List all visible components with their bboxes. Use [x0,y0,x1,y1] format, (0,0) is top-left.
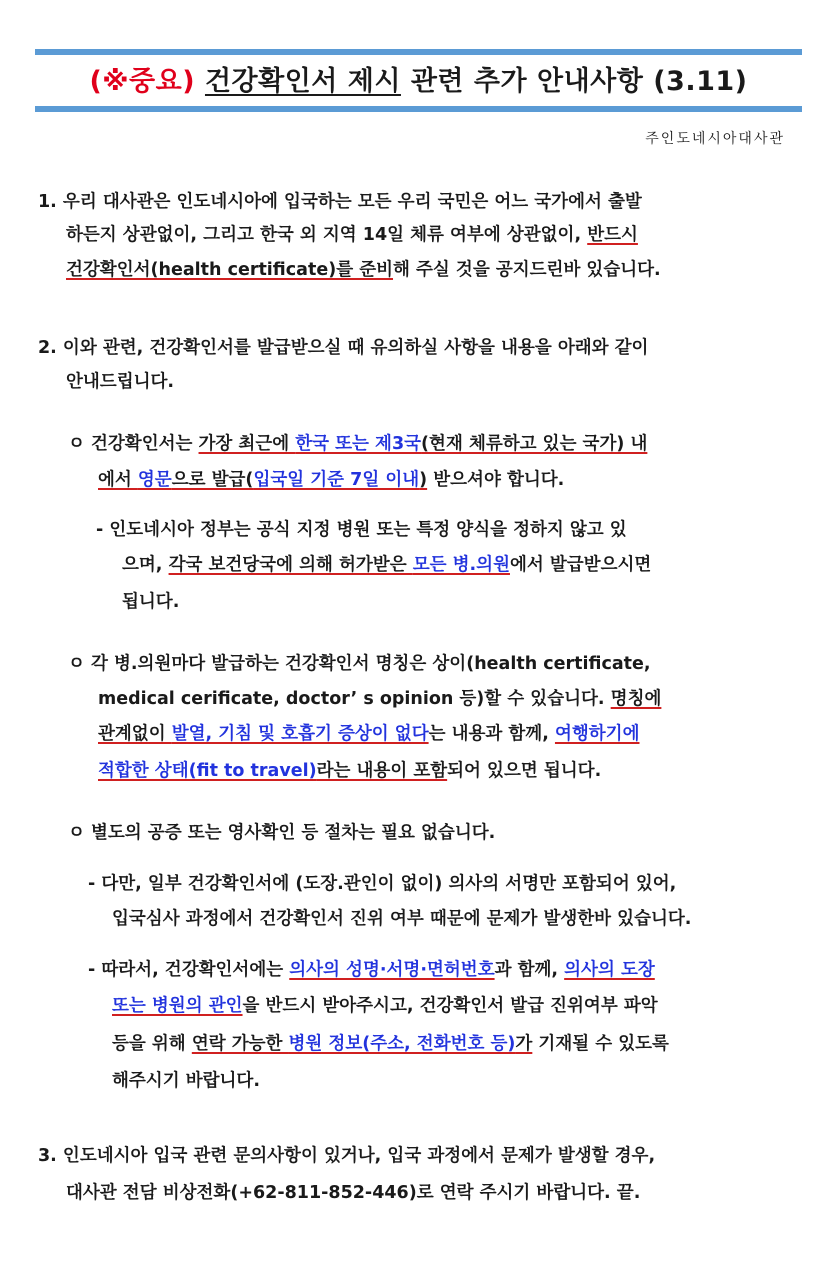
paragraph-1-line-1 [38,189,642,215]
highlight: 가 [515,1034,533,1054]
text: ㅇ 각 병.의원마다 발급하는 건강확인서 명칭은 상이(health certificate, [68,654,651,674]
highlight: 건강확인서(health certificate)를 준비 [66,260,394,280]
paragraph-2-line-2 [66,369,174,395]
text: 대사관 전담 비상전화(+62-811-852-446)로 연락 주시기 바랍니다. 끝. [66,1183,641,1203]
text: - 다만, 일부 건강확인서에 (도장.관인이 없이) 의사의 서명만 포함되어 있어, [88,874,677,894]
highlight: 가장 최근에 [198,434,296,454]
paragraph-3-line-1 [38,1143,655,1169]
text: 에서 발급받으시면 [509,555,652,575]
highlight-blue: 발열, 기침 및 호흡기 증상이 없다 [171,724,429,744]
title-rest: 관련 추가 안내사항 (3.11) [400,66,748,97]
highlight-blue: 여행하기에 [554,724,640,744]
text: 3. 인도네시아 입국 관련 문의사항이 있거나, 입국 과정에서 문제가 발생할 경우, [38,1146,656,1166]
highlight: ) [419,470,428,490]
dash-1-line-3 [122,589,179,615]
text: 해 주실 것을 공지드린바 있습니다. [393,260,661,280]
text: 안내드립니다. [66,372,175,392]
text: medical cerificate, doctor’ s opinion 등)할 수 있습니다. [98,689,611,709]
text: ㅇ 건강확인서는 [68,434,199,454]
highlight: 으로 발급( [171,470,254,490]
highlight-blue: 영문 [137,470,172,490]
sender-label: 주인도네시아대사관 [645,131,785,147]
highlight: (현재 체류하고 있는 국가) 내 [421,434,648,454]
text: 을 반드시 받아주시고, 건강확인서 발급 진위여부 파악 [242,996,658,1016]
text: 입국심사 과정에서 건강확인서 진위 여부 때문에 문제가 발생한바 있습니다. [112,909,692,929]
text: 2. 이와 관련, 건강확인서를 발급받으실 때 유의하실 사항을 내용을 아래와 같이 [38,338,649,358]
title-important-tag: (※중요) [89,66,196,97]
text: 하든지 상관없이, 그리고 한국 외 지역 14일 체류 여부에 상관없이, [66,225,588,245]
paragraph-1-line-3 [66,257,661,283]
highlight: 각국 보건당국에 의해 허가받은 [168,555,413,575]
bullet-1-line-1 [68,431,647,457]
dash-2-line-1 [88,871,676,897]
top-rule [35,49,802,55]
dash-3-line-1 [88,957,655,983]
highlight-blue: 의사의 성명·서명·면허번호 [289,960,495,980]
highlight-blue: 한국 또는 제3국 [295,434,422,454]
dash-2-line-2 [112,906,691,932]
highlight: 명칭에 [610,689,662,709]
highlight: 라는 내용이 포함 [316,761,448,781]
text: 1. 우리 대사관은 인도네시아에 입국하는 모든 우리 국민은 어느 국가에서 출발 [38,192,642,212]
dash-1-line-2 [122,552,651,578]
text: 받으셔야 합니다. [427,470,565,490]
text: 해주시기 바랍니다. [112,1071,260,1091]
highlight-blue: 모든 병.의원 [412,555,510,575]
dash-3-line-2 [112,993,658,1019]
bullet-2-line-1 [68,651,651,677]
text: 되어 있으면 됩니다. [447,761,602,781]
highlight: 관계없이 [98,724,172,744]
paragraph-1-line-2 [66,222,638,248]
highlight: 반드시 [587,225,638,245]
text: - 인도네시아 정부는 공식 지정 병원 또는 특정 양식을 정하지 않고 있 [96,520,627,540]
highlight-blue: 또는 병원의 관인 [112,996,243,1016]
bottom-rule [35,106,802,112]
text: 과 함께, [494,960,565,980]
dash-3-line-4 [112,1068,260,1094]
text: ㅇ 별도의 공증 또는 영사확인 등 절차는 필요 없습니다. [68,823,496,843]
text: - 따라서, 건강확인서에는 [88,960,290,980]
dash-3-line-3 [112,1031,669,1057]
dash-1-line-1 [96,517,627,543]
highlight-blue: 적합한 상태(fit to travel) [98,761,317,781]
bullet-3-line-1 [68,820,495,846]
text: 으며, [122,555,169,575]
highlight: 연락 가능한 [191,1034,289,1054]
highlight-blue: 입국일 기준 7일 이내 [253,470,420,490]
bullet-2-line-3 [98,721,639,747]
bullet-2-line-2 [98,686,661,712]
text: 등을 위해 [112,1034,192,1054]
bullet-2-line-4 [98,758,601,784]
title-underlined-part: 건강확인서 제시 [204,66,401,97]
highlight-blue: 병원 정보(주소, 전화번호 등) [288,1034,516,1054]
paragraph-2-line-1 [38,335,648,361]
highlight: 에서 [98,470,138,490]
text: 는 내용과 함께, [428,724,555,744]
highlight-blue: 의사의 도장 [564,960,655,980]
bullet-1-line-2 [98,467,564,493]
page-title [35,62,802,102]
text: 기재될 수 있도록 [532,1034,669,1054]
text: 됩니다. [122,592,180,612]
paragraph-3-line-2 [66,1180,640,1206]
